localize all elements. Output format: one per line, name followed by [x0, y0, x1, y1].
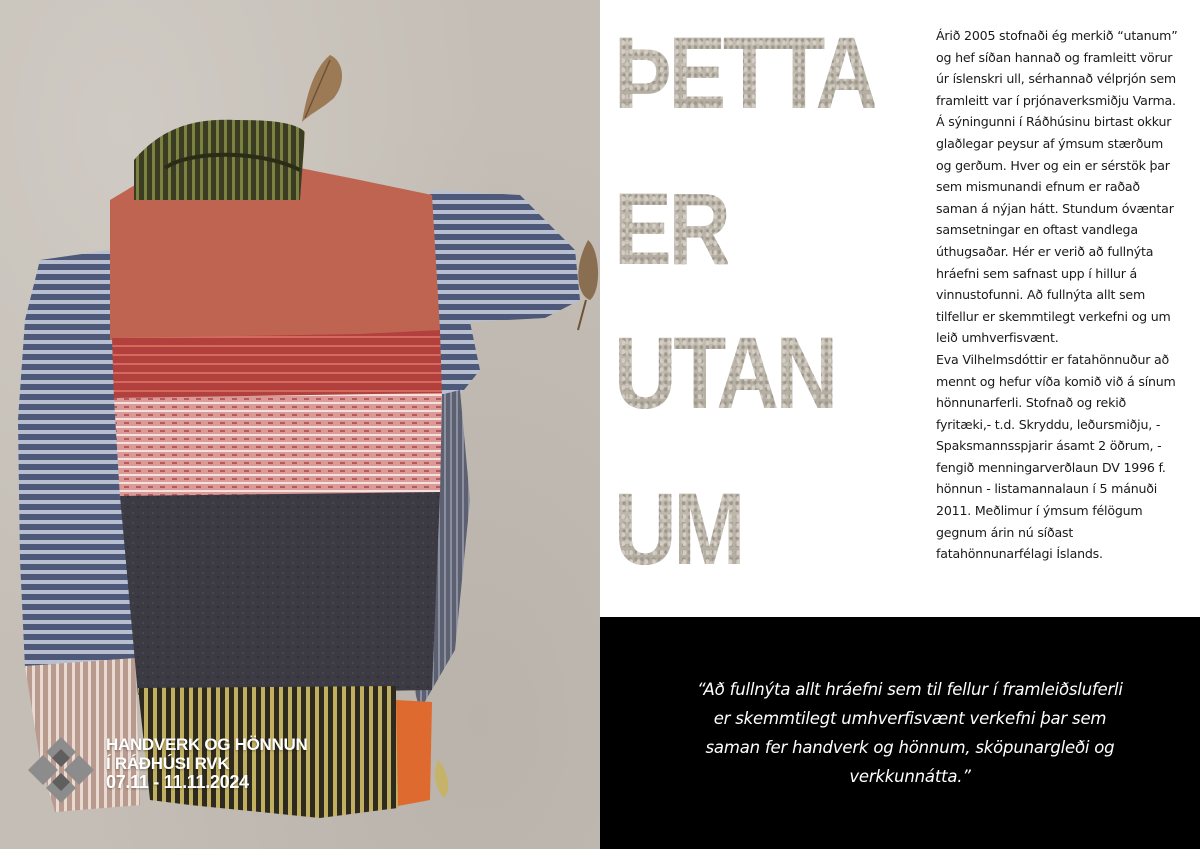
headline-line1: ÞETTA	[614, 16, 875, 130]
event-title	[106, 735, 307, 792]
headline-line4: UM	[614, 472, 743, 586]
quote-line4: verkkunnátta.”	[849, 767, 971, 786]
body-paragraph-1: Árið 2005 stofnaði ég merkið “utanum” og hef síðan hannað og framleitt vörur úr íslenskri ull, sérhannað vélprjón sem framleitt var í prjónaverksmiðju Varma. Á sýningunni í Ráðhúsinu birtast okkur glaðlegar peysur af ýmsum stærðum og gerðum. Hver og ein er sérstök þar sem mismunandi efnum er raðað saman á nýjan hátt. Stundum óvæntar samsetningar en oftast vandlega úthugsaðar. Hér er verið að fullnýta hráefni sem safnast upp í hillur á vinnustofunni. Að fullnýta allt sem tilfellur er skemmtilegt verkefni og um leið umhverfisvænt.	[936, 28, 1178, 346]
quote-line1: “Að fullnýta allt hráefni sem til fellur í framleiðsluferli	[697, 680, 1123, 699]
event-line2: Í RÁÐHÚSI RVK	[106, 754, 230, 773]
event-dates: 07.11 - 11.11.2024	[106, 772, 249, 792]
body-paragraph-2: Eva Vilhelmsdóttir er fatahönnuður að mennt og hefur víða komið við á sínum hönnunarferli. Stofnað og rekið fyritæki,- t.d. Skryddu, leðursmiðju, - Spaksmannsspjarir ásamt 2 öðrum, - fengið menningarverðlaun DV 1996 f. hönnun - listamannalaun í 5 mánuði 2011. Meðlimur í ýmsum félögum gegnum árin nú síðast fatahönnunarfélagi Íslands.	[936, 351, 1176, 562]
headline-line3: UTAN	[614, 316, 835, 430]
headline-line2: ER	[614, 172, 728, 286]
event-brand	[26, 735, 326, 815]
quote-line3: saman fer handverk og hönnum, sköpunargleði og	[705, 738, 1115, 757]
quote-text	[640, 675, 1180, 791]
event-line1: HANDVERK OG HÖNNUN	[106, 735, 308, 754]
quote-panel	[600, 617, 1200, 849]
body-text	[936, 25, 1181, 565]
quote-line2: er skemmtilegt umhverfisvænt verkefni þar sem	[713, 709, 1107, 728]
text-panel	[600, 0, 1200, 617]
handverk-logo-icon	[26, 735, 96, 805]
